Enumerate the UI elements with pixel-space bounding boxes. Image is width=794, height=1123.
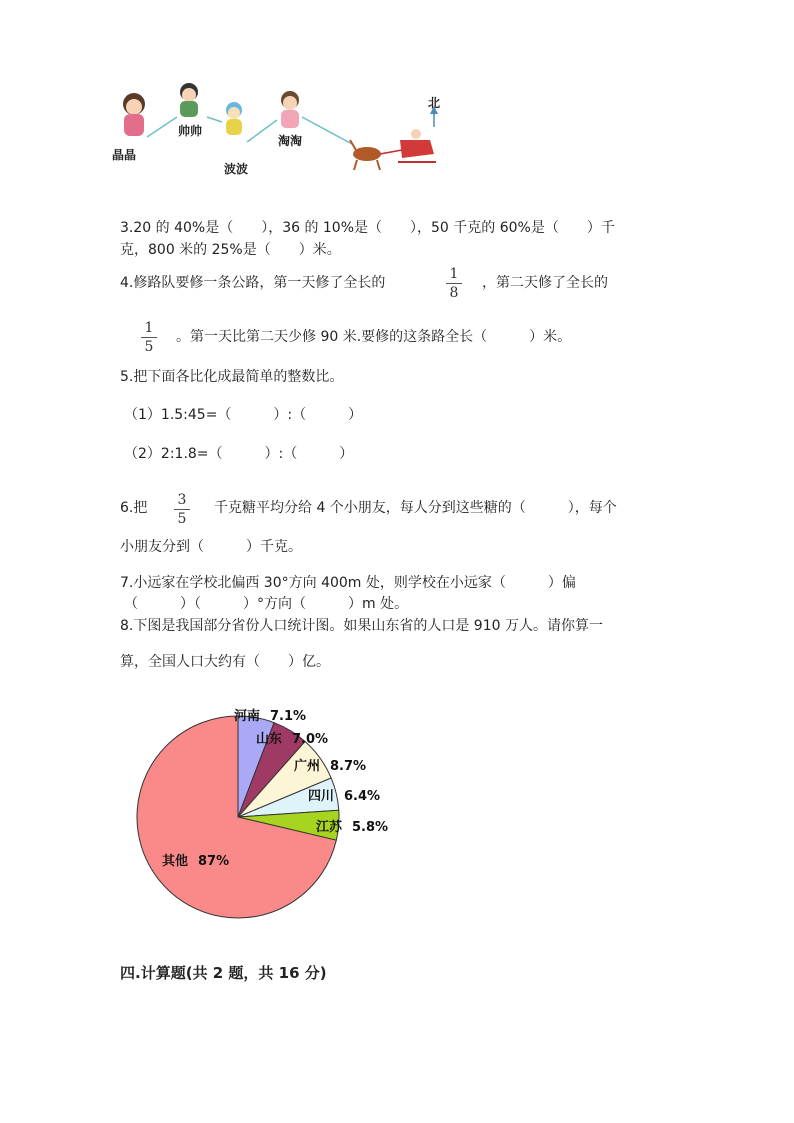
q6-frac-denominator: 5 xyxy=(177,511,187,527)
q4-text-part1: 4.修路队要修一条公路，第一天修了全长的 xyxy=(120,275,386,291)
label-shuaishuai: 帅帅 xyxy=(178,124,203,138)
pie-label-name-3: 四川 xyxy=(308,789,335,804)
fraction-bar xyxy=(174,509,190,510)
pie-label-value-5: 87% xyxy=(198,854,230,869)
girl-jingjing-figure xyxy=(123,93,145,136)
q4-text-part3: 。第一天比第二天少修 90 米.要修的这条路全长（ ）米。 xyxy=(176,329,572,345)
q4-frac2-numerator: 1 xyxy=(144,320,154,336)
q5-item2: （2）2:1.8=（ ）:（ ） xyxy=(124,446,354,462)
girl-taotao-figure xyxy=(281,91,299,128)
q7-line1: 7.小远家在学校北偏西 30°方向 400m 处，则学校在小远家（ ）偏 xyxy=(120,575,576,591)
q4-fraction-1 xyxy=(446,266,462,301)
q6-line2: 小朋友分到（ ）千克。 xyxy=(120,539,302,555)
pie-chart-svg xyxy=(130,700,410,925)
q8-line2: 算，全国人口大约有（ ）亿。 xyxy=(120,654,330,670)
fraction-bar xyxy=(141,337,157,338)
pie-label-value-0: 7.1% xyxy=(270,709,307,724)
fraction-bar xyxy=(446,283,462,284)
boy-shuaishuai-figure xyxy=(180,83,198,117)
label-taotao: 淘淘 xyxy=(278,134,303,148)
q6-text-part1: 6.把 xyxy=(120,500,148,516)
pie-label-value-4: 5.8% xyxy=(352,820,389,835)
section-4-heading: 四.计算题(共 2 题，共 16 分) xyxy=(120,964,327,982)
pie-label-1 xyxy=(256,731,328,747)
label-north: 北 xyxy=(428,96,441,110)
direction-illustration xyxy=(112,82,452,177)
q3-line2: 克，800 米的 25%是（ ）米。 xyxy=(120,242,341,258)
pie-label-0 xyxy=(234,708,306,724)
illustration-svg xyxy=(112,82,452,177)
pie-label-name-5: 其他 xyxy=(162,854,189,869)
pie-label-name-2: 广州 xyxy=(294,759,321,774)
reindeer-sleigh-figure xyxy=(350,129,436,170)
q5-item1: （1）1.5:45=（ ）:（ ） xyxy=(124,407,363,423)
pie-label-name-0: 河南 xyxy=(234,709,261,724)
pie-label-3 xyxy=(308,789,380,804)
q3-line1: 3.20 的 40%是（ ），36 的 10%是（ ），50 千克的 60%是（ ）千 xyxy=(120,220,615,236)
q6-text-part2: 千克糖平均分给 4 个小朋友，每人分到这些糖的（ ），每个 xyxy=(214,500,617,516)
label-bobo: 波波 xyxy=(224,162,249,176)
pie-label-name-4: 江苏 xyxy=(316,820,343,835)
q6-frac-numerator: 3 xyxy=(177,492,187,508)
boy-bobo-figure xyxy=(226,102,242,135)
pie-label-4 xyxy=(315,819,388,835)
label-jingjing: 晶晶 xyxy=(112,148,137,162)
pie-label-value-1: 7.0% xyxy=(292,732,329,747)
q8-line1: 8.下图是我国部分省份人口统计图。如果山东省的人口是 910 万人。请你算一 xyxy=(120,618,603,634)
q7-line2: （ ）（ ）°方向（ ）m 处。 xyxy=(124,596,409,612)
pie-label-value-2: 8.7% xyxy=(330,759,367,774)
q4-frac1-denominator: 8 xyxy=(449,285,459,301)
q4-frac2-denominator: 5 xyxy=(144,339,154,355)
q4-text-part2: ，第二天修了全长的 xyxy=(482,275,608,291)
q4-frac1-numerator: 1 xyxy=(449,266,459,282)
q5-title: 5.把下面各比化成最简单的整数比。 xyxy=(120,369,344,385)
population-pie-chart xyxy=(130,700,410,925)
q6-fraction xyxy=(174,492,190,527)
pie-label-name-1: 山东 xyxy=(256,732,283,747)
pie-label-value-3: 6.4% xyxy=(344,789,381,804)
q4-fraction-2 xyxy=(141,320,157,355)
pie-label-2 xyxy=(294,758,366,774)
